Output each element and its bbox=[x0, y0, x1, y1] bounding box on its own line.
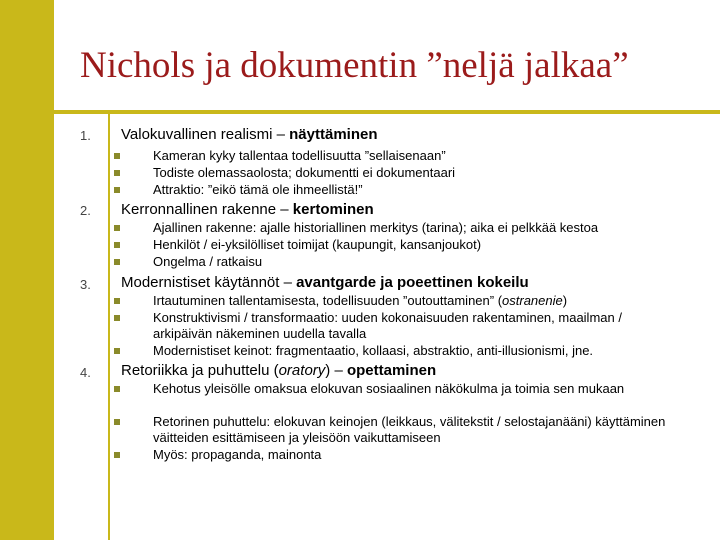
title-rule bbox=[54, 110, 720, 114]
slide-title: Nichols ja dokumentin ”neljä jalkaa” bbox=[80, 45, 629, 86]
list-item: Todiste olemassaolosta; dokumentti ei dokumentaari bbox=[153, 165, 456, 180]
section-heading: Modernistiset käytännöt – avantgarde ja poeettinen kokeilu bbox=[121, 274, 529, 291]
list-item: Ongelma / ratkaisu bbox=[153, 254, 263, 269]
bullet-icon bbox=[114, 242, 120, 248]
bullet-icon bbox=[114, 419, 120, 425]
bullet-icon bbox=[114, 452, 120, 458]
list-item: Henkilöt / ei-yksilölliset toimijat (kaupungit, kansanjoukot) bbox=[153, 237, 482, 252]
section-number: 3. bbox=[80, 277, 91, 292]
list-item: Konstruktivismi / transformaatio: uuden kokonaisuuden rakentaminen, maailman / arkipäivän näkeminen uudella tavalla bbox=[153, 310, 622, 341]
section-heading: Valokuvallinen realismi – näyttäminen bbox=[121, 126, 378, 143]
bullet-icon bbox=[114, 298, 120, 304]
section-number: 1. bbox=[80, 128, 91, 143]
bullet-icon bbox=[114, 187, 120, 193]
list-item: Myös: propaganda, mainonta bbox=[153, 447, 322, 462]
list-item: Ajallinen rakenne: ajalle historiallinen merkitys (tarina); aika ei pelkkää kestoa bbox=[153, 220, 599, 235]
bullet-icon bbox=[114, 386, 120, 392]
bullet-icon bbox=[114, 259, 120, 265]
list-item: Retorinen puhuttelu: elokuvan keinojen (leikkaus, välitekstit / selostajanääni) käyttäminen väitteiden esittämiseen ja yleisöön vaikuttamiseen bbox=[153, 414, 666, 445]
list-item: Kehotus yleisölle omaksua elokuvan sosiaalinen näkökulma ja toimia sen mukaan bbox=[153, 381, 625, 396]
left-accent-bar bbox=[0, 0, 54, 540]
bullet-icon bbox=[114, 225, 120, 231]
list-item: Kameran kyky tallentaa todellisuutta ”sellaisenaan” bbox=[153, 148, 446, 163]
list-item: Modernistiset keinot: fragmentaatio, kollaasi, abstraktio, anti-illusionismi, jne. bbox=[153, 343, 594, 358]
section-heading: Kerronnallinen rakenne – kertominen bbox=[121, 201, 374, 218]
bullet-icon bbox=[114, 153, 120, 159]
list-item: Attraktio: ”eikö tämä ole ihmeellistä!” bbox=[153, 182, 363, 197]
vertical-rule bbox=[108, 110, 110, 540]
bullet-icon bbox=[114, 170, 120, 176]
section-number: 2. bbox=[80, 203, 91, 218]
section-heading: Retoriikka ja puhuttelu (oratory) – opettaminen bbox=[121, 362, 437, 379]
bullet-icon bbox=[114, 315, 120, 321]
section-number: 4. bbox=[80, 365, 91, 380]
list-item: Irtautuminen tallentamisesta, todellisuuden ”outouttaminen” (ostranenie) bbox=[153, 293, 568, 308]
bullet-icon bbox=[114, 348, 120, 354]
